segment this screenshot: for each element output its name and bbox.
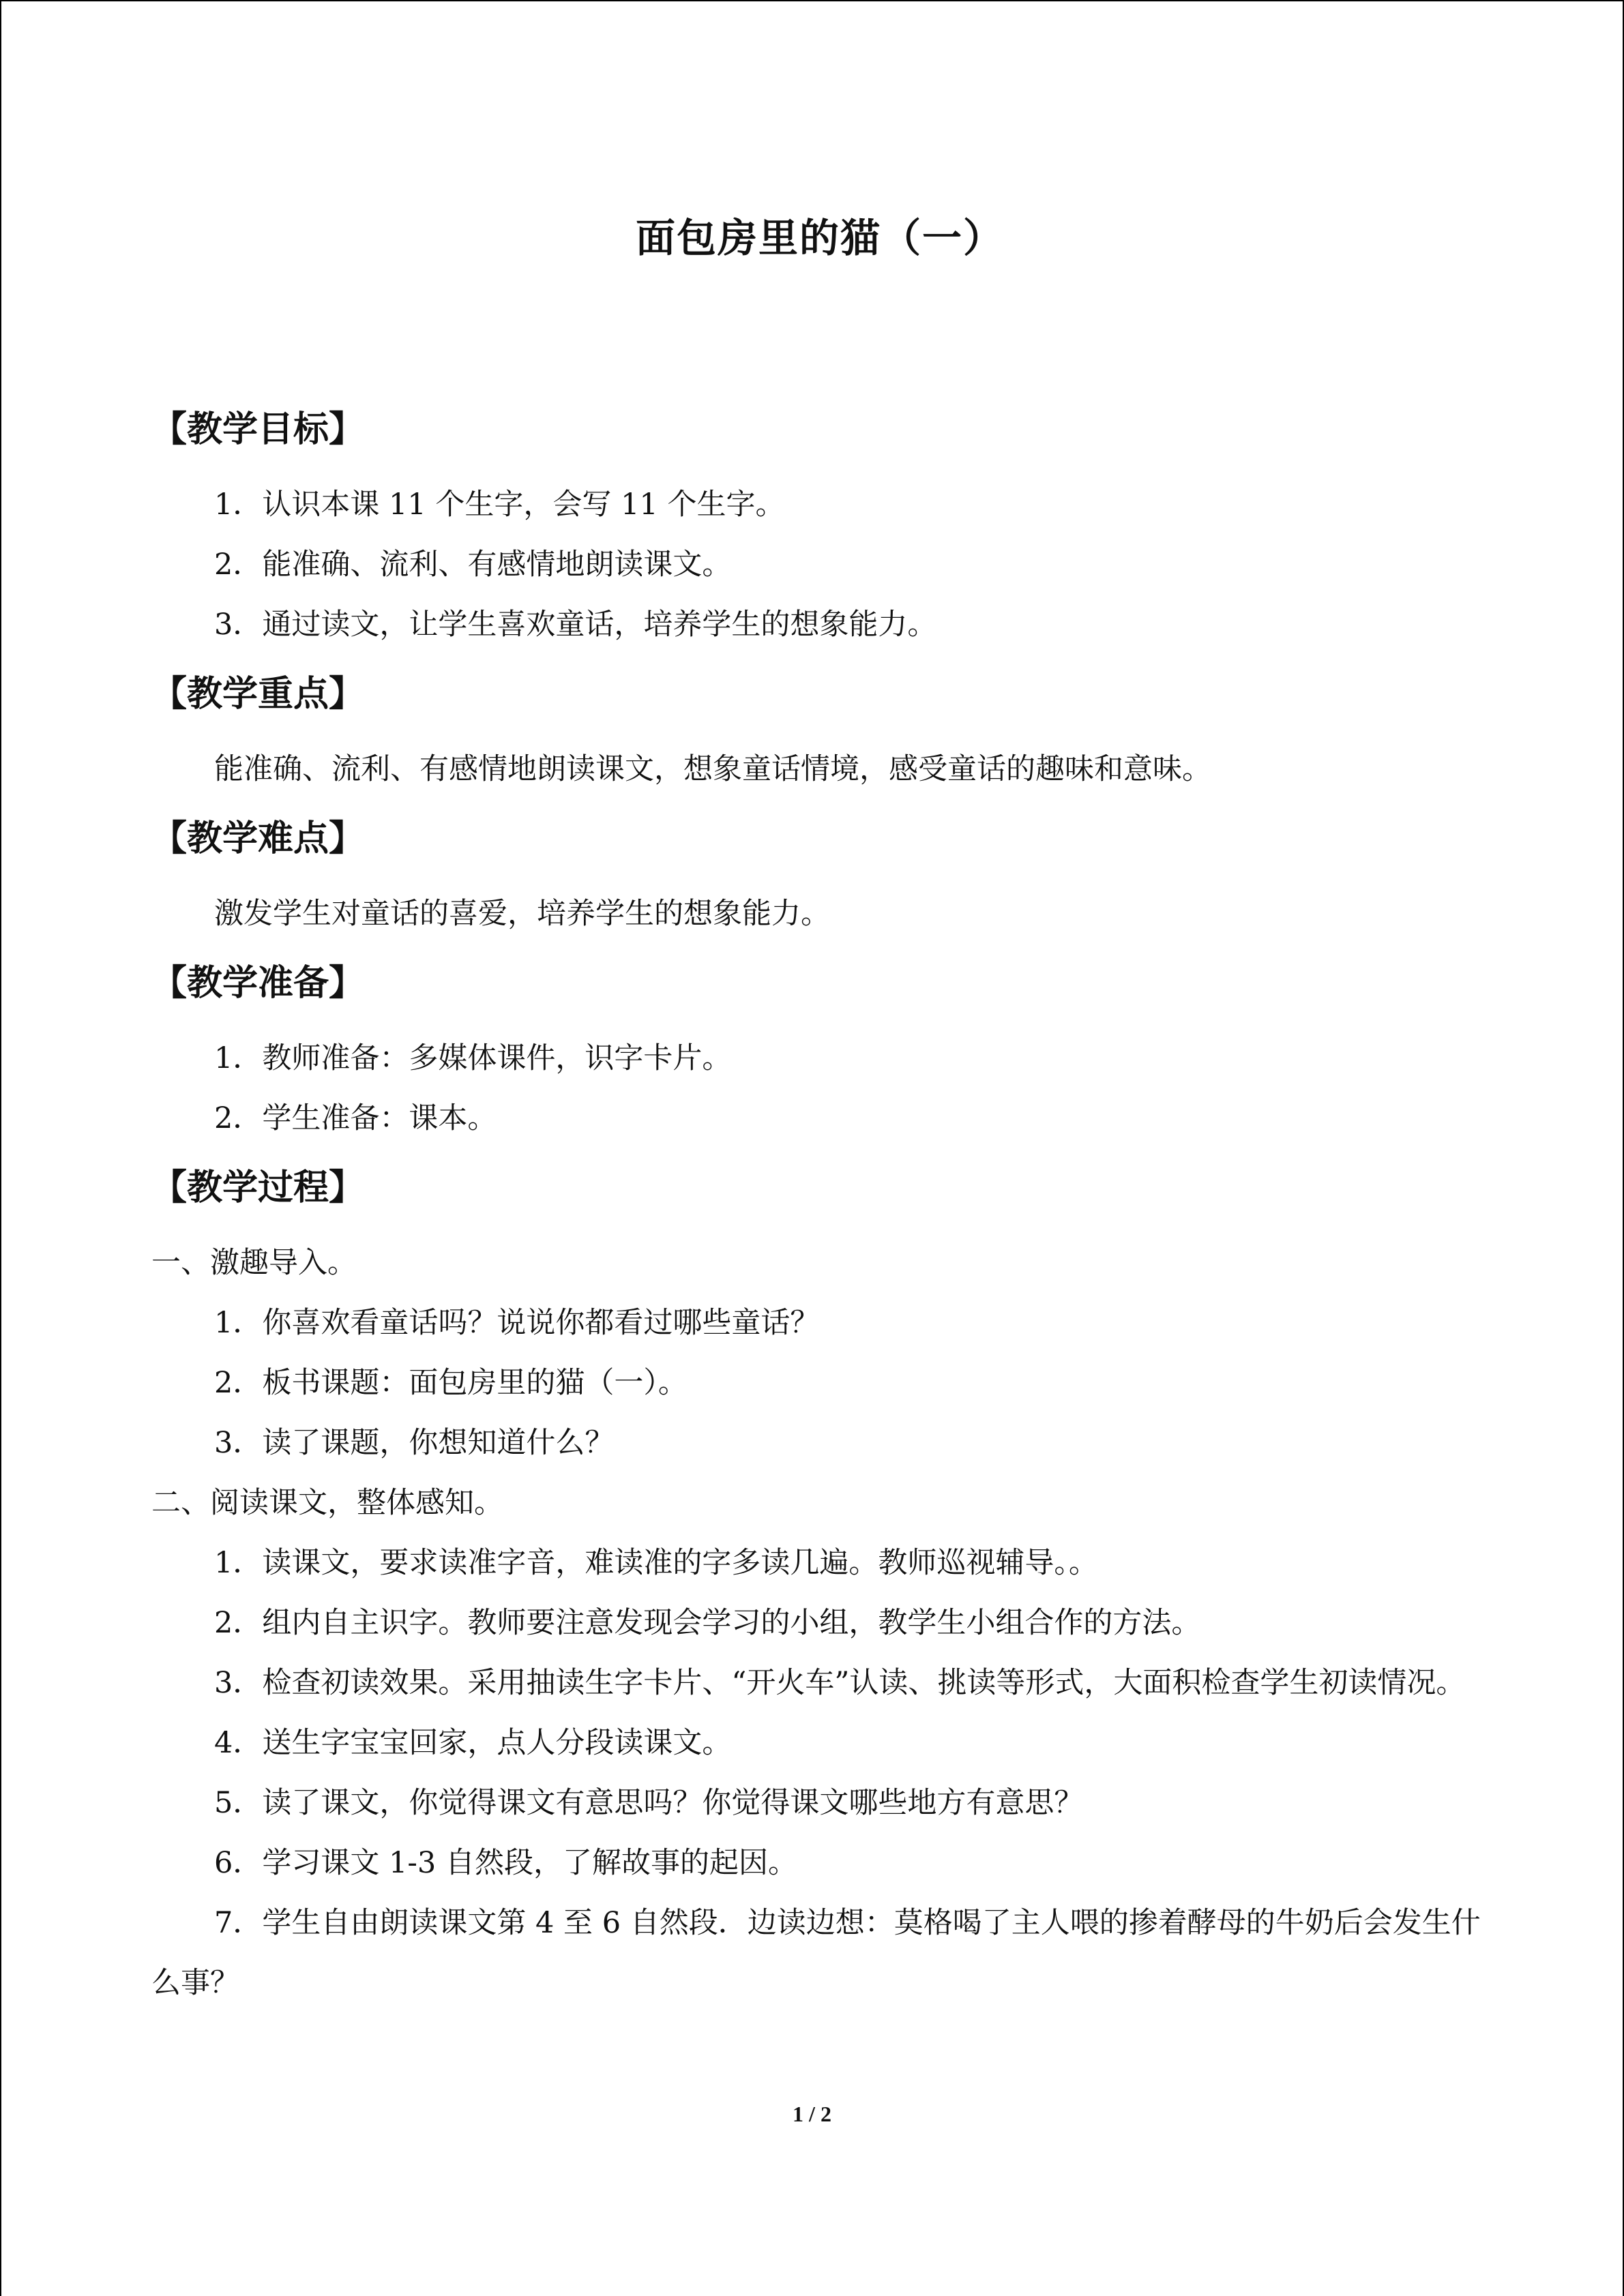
difficulties-body [151,884,1488,944]
goal-item: 2．能准确、流利、有感情地朗读课文。 [214,548,732,582]
goal-item: 1．认识本课 11 个生字，会写 11 个生字。 [214,488,785,522]
process-item: 6．学习课文 1-3 自然段，了解故事的起因。 [214,1846,797,1880]
difficulties-text: 激发学生对童话的喜爱，培养学生的想象能力。 [214,897,830,931]
section-heading-goals: 【教学目标】 [151,409,365,450]
key-points-text: 能准确、流利、有感情地朗读课文，想象童话情境，感受童话的趣味和意味。 [214,752,1211,786]
key-points-body [151,739,1488,799]
process-item: 7．学生自由朗读课文第 4 至 6 自然段．边读边想：莫格喝了主人喂的掺着酵母的牛奶后会发生什么事？ [151,1906,1481,2000]
section-heading-difficulties: 【教学难点】 [151,818,365,859]
process-item: 2．组内自主识字。教师要注意发现会学习的小组，教学生小组合作的方法。 [214,1606,1201,1640]
process-item: 4．送生字宝宝回家，点人分段读课文。 [214,1726,732,1760]
section-heading-preparation: 【教学准备】 [151,963,365,1004]
preparation-list [151,1028,1488,1148]
goals-list [151,475,1488,655]
process-item: 2．板书课题：面包房里的猫（一）。 [214,1366,688,1400]
page-title: 面包房里的猫（一） [635,215,1004,261]
process-item: 1．你喜欢看童话吗？说说你都看过哪些童话？ [214,1306,820,1340]
process-body [151,1233,1488,2013]
process-part-title: 一、激趣导入。 [151,1246,357,1280]
page-number: 1 / 2 [793,2102,831,2126]
process-item: 1．读课文，要求读准字音，难读准的字多读几遍。教师巡视辅导。。 [214,1546,1098,1580]
preparation-item: 1．教师准备：多媒体课件，识字卡片。 [214,1041,732,1075]
goal-item: 3．通过读文，让学生喜欢童话，培养学生的想象能力。 [214,608,937,642]
section-heading-process: 【教学过程】 [151,1167,365,1208]
section-heading-key-points: 【教学重点】 [151,674,365,715]
document-content [151,206,1488,2023]
process-item: 5．读了课文，你觉得课文有意思吗？你觉得课文哪些地方有意思？ [214,1786,1084,1820]
process-item: 3．读了课题，你想知道什么？ [214,1426,615,1460]
process-item: 3．检查初读效果。采用抽读生字卡片、“开火车”认读、挑读等形式，大面积检查学生初读情况。 [214,1666,1466,1700]
process-part-title: 二、阅读课文，整体感知。 [151,1486,503,1520]
preparation-item: 2．学生准备：课本。 [214,1101,497,1135]
